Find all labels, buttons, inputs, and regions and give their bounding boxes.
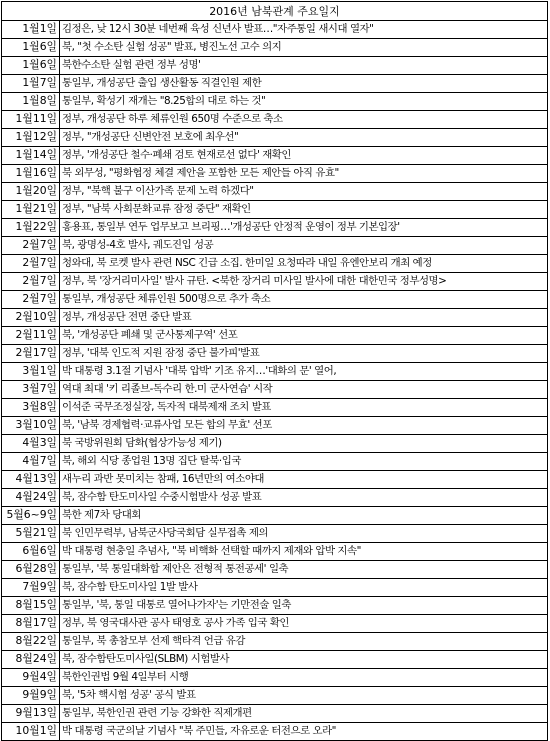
table-row <box>2 291 548 309</box>
event-cell: 북, 광명성-4호 발사, 궤도진입 성공 <box>60 237 548 255</box>
table-row <box>2 651 548 669</box>
event-cell: 북, 잠수함 탄도미사일 수중시험발사 성공 발표 <box>60 489 548 507</box>
table-row <box>2 417 548 435</box>
event-cell: 정부, '대북 인도적 지원 잠정 중단 불가피'발표 <box>60 345 548 363</box>
table-row <box>2 201 548 219</box>
event-cell: 통일부, 개성공단 체류인원 500명으로 추가 축소 <box>60 291 548 309</box>
date-cell: 1월8일 <box>2 93 60 111</box>
date-cell: 5월21일 <box>2 525 60 543</box>
date-cell: 6월6일 <box>2 543 60 561</box>
date-cell: 1월16일 <box>2 165 60 183</box>
table-row <box>2 381 548 399</box>
table-row <box>2 687 548 705</box>
date-cell: 1월7일 <box>2 75 60 93</box>
date-cell: 3월10일 <box>2 417 60 435</box>
date-cell: 1월12일 <box>2 129 60 147</box>
table-header-row <box>2 2 548 21</box>
table-row <box>2 723 548 741</box>
event-cell: 통일부, 확성기 재개는 "8.25합의 대로 하는 것" <box>60 93 548 111</box>
date-cell: 1월11일 <box>2 111 60 129</box>
date-cell: 7월9일 <box>2 579 60 597</box>
event-cell: 정부, "개성공단 신변안전 보호에 최우선" <box>60 129 548 147</box>
table-row <box>2 273 548 291</box>
event-cell: 통일부, 개성공단 출입 생산활동 직결인원 제한 <box>60 75 548 93</box>
date-cell: 1월21일 <box>2 201 60 219</box>
date-cell: 9월4일 <box>2 669 60 687</box>
event-cell: 정부, '개성공단 철수·폐쇄 검토 현재로선 없다' 재확인 <box>60 147 548 165</box>
event-cell: 홍용표, 통일부 연두 업무보고 브리핑…'개성공단 안정적 운영이 정부 기본입장' <box>60 219 548 237</box>
table-row <box>2 705 548 723</box>
event-cell: 통일부, 북한인권 관련 기능 강화한 직제개편 <box>60 705 548 723</box>
event-cell: 북 외무성, "평화협정 체결 제안을 포함한 모든 제안들 아직 유효" <box>60 165 548 183</box>
table-row <box>2 525 548 543</box>
event-cell: 정부, 북 영국대사관 공사 태영호 공사 가족 입국 확인 <box>60 615 548 633</box>
date-cell: 2월11일 <box>2 327 60 345</box>
event-cell: 역대 최대 '키 리졸브-독수리 한.미 군사연습' 시작 <box>60 381 548 399</box>
date-cell: 1월20일 <box>2 183 60 201</box>
table-row <box>2 39 548 57</box>
date-cell: 8월17일 <box>2 615 60 633</box>
event-cell: 박 대통령 3.1절 기념사 '대북 압박' 기조 유지…'대화의 문' 열어, <box>60 363 548 381</box>
event-cell: 북한 제7차 당대회 <box>60 507 548 525</box>
table-row <box>2 471 548 489</box>
date-cell: 8월24일 <box>2 651 60 669</box>
event-cell: 북, "첫 수소탄 실험 성공" 발표, 병진노선 고수 의지 <box>60 39 548 57</box>
table-row <box>2 327 548 345</box>
event-cell: 박 대통령 현충일 추념사, "북 비핵화 선택할 때까지 제재와 압박 지속" <box>60 543 548 561</box>
date-cell: 3월8일 <box>2 399 60 417</box>
table-row <box>2 129 548 147</box>
event-cell: 청와대, 북 로켓 발사 관련 NSC 긴급 소집. 한미일 요청따라 내일 유엔안보리 개최 예정 <box>60 255 548 273</box>
table-row <box>2 399 548 417</box>
table-row <box>2 633 548 651</box>
table-row <box>2 543 548 561</box>
event-cell: 통일부, '북 통일대화합 제안은 전형적 통전공세' 일축 <box>60 561 548 579</box>
table-row <box>2 147 548 165</box>
date-cell: 2월17일 <box>2 345 60 363</box>
event-cell: 박 대통령 국군의날 기념사 "북 주민들, 자유로운 터전으로 오라" <box>60 723 548 741</box>
date-cell: 1월1일 <box>2 21 60 39</box>
event-cell: 북한인권법 9월 4일부터 시행 <box>60 669 548 687</box>
table-row <box>2 345 548 363</box>
table-row <box>2 75 548 93</box>
date-cell: 2월7일 <box>2 237 60 255</box>
date-cell: 1월14일 <box>2 147 60 165</box>
event-cell: 북 국방위원회 담화(협상가능성 제기) <box>60 435 548 453</box>
table-row <box>2 57 548 75</box>
date-cell: 1월6일 <box>2 57 60 75</box>
table-row <box>2 237 548 255</box>
event-cell: 통일부, 북 총참모부 선제 핵타격 언급 유감 <box>60 633 548 651</box>
date-cell: 2월7일 <box>2 291 60 309</box>
timeline-body <box>2 21 548 741</box>
table-row <box>2 21 548 39</box>
event-cell: 북 인민무력부, 남북군사당국회담 실무접촉 제의 <box>60 525 548 543</box>
date-cell: 2월7일 <box>2 273 60 291</box>
table-row <box>2 93 548 111</box>
table-row <box>2 561 548 579</box>
event-cell: 정부, 북 '장거리미사일' 발사 규탄. <북한 장거리 미사일 발사에 대한 대한민국 정부성명> <box>60 273 548 291</box>
event-cell: 김정은, 낮 12시 30분 네번째 육성 신년사 발표…"자주통일 새시대 열자" <box>60 21 548 39</box>
event-cell: 정부, "북핵 불구 이산가족 문제 노력 하겠다" <box>60 183 548 201</box>
table-row <box>2 579 548 597</box>
table-row <box>2 435 548 453</box>
table-row <box>2 489 548 507</box>
timeline-table <box>1 1 548 741</box>
event-cell: 이석준 국무조정실장, 독자적 대북제재 조치 발표 <box>60 399 548 417</box>
table-row <box>2 255 548 273</box>
table-row <box>2 507 548 525</box>
event-cell: 새누리 과반 못미치는 참패, 16년만의 여소야대 <box>60 471 548 489</box>
table-row <box>2 309 548 327</box>
table-row <box>2 453 548 471</box>
event-cell: 통일부, '북, 통일 대통로 열어나가자'는 기만전술 일축 <box>60 597 548 615</box>
event-cell: 북, '남북 경제협력·교류사업 모든 합의 무효' 선포 <box>60 417 548 435</box>
table-row <box>2 165 548 183</box>
table-row <box>2 669 548 687</box>
table-row <box>2 363 548 381</box>
date-cell: 1월6일 <box>2 39 60 57</box>
table-row <box>2 183 548 201</box>
event-cell: 북, 잠수함탄도미사일(SLBM) 시험발사 <box>60 651 548 669</box>
date-cell: 3월7일 <box>2 381 60 399</box>
event-cell: 정부, 개성공단 하루 체류인원 650명 수준으로 축소 <box>60 111 548 129</box>
event-cell: 북, '5차 핵시험 성공' 공식 발표 <box>60 687 548 705</box>
date-cell: 4월3일 <box>2 435 60 453</box>
event-cell: 북, 해외 식당 종업원 13명 집단 탈북·입국 <box>60 453 548 471</box>
event-cell: 정부, 개성공단 전면 중단 발표 <box>60 309 548 327</box>
date-cell: 5월6~9일 <box>2 507 60 525</box>
date-cell: 9월13일 <box>2 705 60 723</box>
date-cell: 2월10일 <box>2 309 60 327</box>
date-cell: 4월24일 <box>2 489 60 507</box>
event-cell: 북, '개성공단 폐쇄 및 군사통제구역' 선포 <box>60 327 548 345</box>
date-cell: 3월1일 <box>2 363 60 381</box>
date-cell: 6월28일 <box>2 561 60 579</box>
date-cell: 9월9일 <box>2 687 60 705</box>
table-row <box>2 111 548 129</box>
date-cell: 8월15일 <box>2 597 60 615</box>
date-cell: 4월7일 <box>2 453 60 471</box>
table-row <box>2 219 548 237</box>
date-cell: 2월7일 <box>2 255 60 273</box>
table-row <box>2 597 548 615</box>
date-cell: 4월13일 <box>2 471 60 489</box>
event-cell: 정부, "남북 사회문화교류 잠정 중단" 재확인 <box>60 201 548 219</box>
date-cell: 10월1일 <box>2 723 60 741</box>
date-cell: 8월22일 <box>2 633 60 651</box>
table-title: 2016년 남북관계 주요일지 <box>2 2 548 21</box>
date-cell: 1월22일 <box>2 219 60 237</box>
table-row <box>2 615 548 633</box>
event-cell: 북, 잠수함 탄도미사일 1발 발사 <box>60 579 548 597</box>
event-cell: 북한수소탄 실험 관련 정부 성명' <box>60 57 548 75</box>
